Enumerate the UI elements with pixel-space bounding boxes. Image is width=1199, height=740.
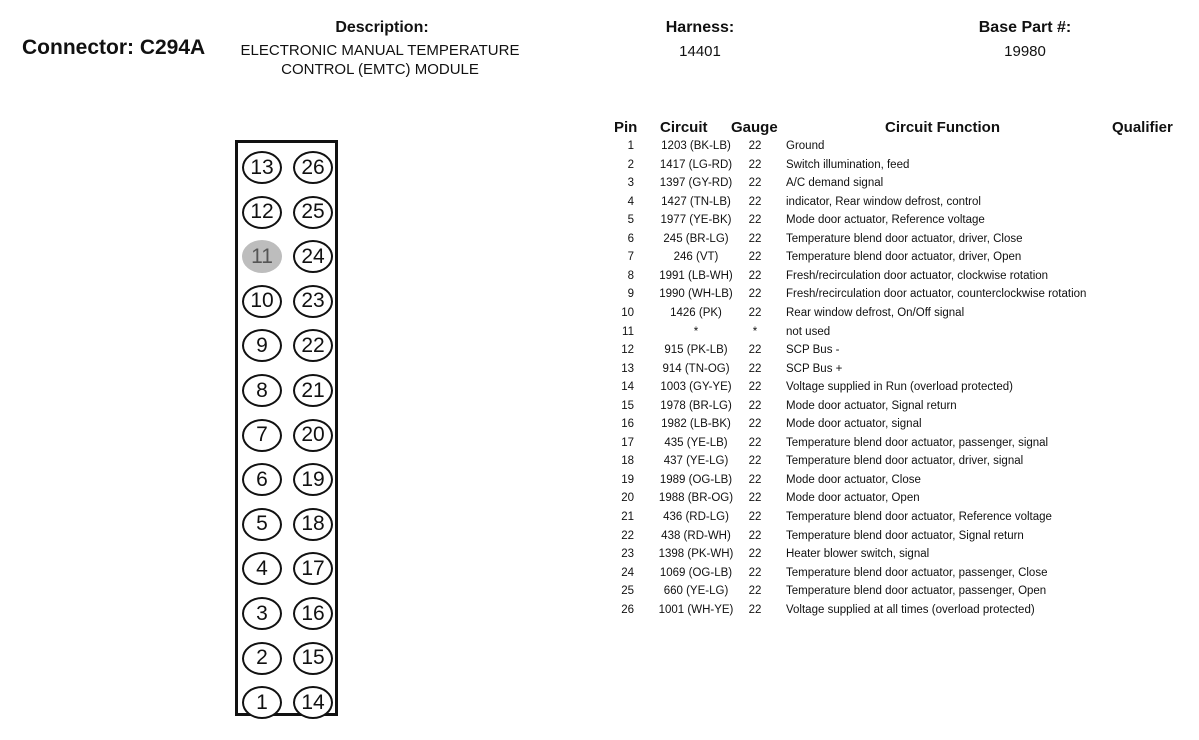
table-row bbox=[600, 567, 1190, 585]
connector-pin-17: 17 bbox=[293, 552, 333, 585]
gauge-cell: 22 bbox=[748, 529, 762, 542]
table-row bbox=[600, 400, 1190, 418]
pin-cell: 7 bbox=[627, 251, 634, 264]
connector-pin-12: 12 bbox=[242, 196, 282, 229]
gauge-cell: 22 bbox=[748, 566, 762, 579]
gauge-cell: 22 bbox=[748, 603, 762, 616]
gauge-cell: 22 bbox=[748, 511, 762, 523]
table-row bbox=[600, 196, 1190, 214]
pin-cell: 19 bbox=[621, 473, 634, 486]
pin-cell: 10 bbox=[621, 306, 634, 319]
function-cell: Mode door actuator, Reference voltage bbox=[786, 214, 985, 227]
circuit-cell: 1977 (YE-BK) bbox=[660, 214, 732, 227]
circuit-cell: 246 (VT) bbox=[673, 251, 719, 264]
gauge-cell: 22 bbox=[748, 344, 762, 357]
circuit-cell: 1069 (OG-LB) bbox=[659, 566, 733, 579]
circuit-cell: 1003 (GY-YE) bbox=[660, 381, 732, 394]
connector-pin-4: 4 bbox=[242, 552, 282, 585]
circuit-cell: 1398 (PK-WH) bbox=[658, 548, 734, 561]
table-row bbox=[600, 307, 1190, 325]
pin-cell: 25 bbox=[621, 585, 634, 598]
table-row bbox=[600, 214, 1190, 232]
gauge-cell: 22 bbox=[748, 140, 762, 152]
table-row bbox=[600, 455, 1190, 473]
gauge-cell: 22 bbox=[748, 585, 762, 598]
circuit-cell: 1427 (TN-LB) bbox=[661, 195, 731, 208]
connector-pin-1: 1 bbox=[242, 686, 282, 719]
function-cell: Mode door actuator, Signal return bbox=[786, 399, 957, 412]
function-cell: Ground bbox=[786, 140, 825, 152]
gauge-cell: 22 bbox=[748, 455, 762, 468]
gauge-cell: 22 bbox=[748, 436, 762, 449]
pin-cell: 8 bbox=[627, 269, 634, 282]
circuit-cell: 1203 (BK-LB) bbox=[661, 140, 731, 152]
gauge-cell: 22 bbox=[748, 288, 762, 301]
pin-cell: 26 bbox=[621, 603, 634, 616]
connector-pin-16: 16 bbox=[293, 597, 333, 630]
pin-cell: 18 bbox=[621, 455, 634, 468]
connector-title: Connector: C294A bbox=[22, 36, 206, 59]
description-line-2: CONTROL (EMTC) MODULE bbox=[281, 61, 479, 78]
circuit-cell: 245 (BR-LG) bbox=[663, 232, 729, 245]
table-row bbox=[600, 326, 1190, 344]
table-row bbox=[600, 418, 1190, 436]
function-cell: Rear window defrost, On/Off signal bbox=[786, 306, 965, 319]
function-cell: Temperature blend door actuator, passenger, Open bbox=[786, 585, 1047, 598]
table-row bbox=[600, 381, 1190, 399]
gauge-cell: 22 bbox=[748, 418, 762, 431]
circuit-cell: 437 (YE-LG) bbox=[663, 455, 729, 468]
function-cell: A/C demand signal bbox=[786, 177, 884, 190]
pin-cell: 3 bbox=[627, 177, 634, 190]
circuit-cell: 660 (YE-LG) bbox=[663, 585, 729, 598]
table-row bbox=[600, 159, 1190, 177]
connector-pin-2: 2 bbox=[242, 642, 282, 675]
gauge-cell: 22 bbox=[748, 399, 762, 412]
connector-pin-7: 7 bbox=[242, 419, 282, 452]
circuit-cell: 914 (TN-OG) bbox=[662, 362, 730, 375]
function-cell: SCP Bus - bbox=[786, 344, 840, 357]
connector-pin-6: 6 bbox=[242, 463, 282, 496]
function-cell: Temperature blend door actuator, passenger, signal bbox=[786, 436, 1049, 449]
function-cell: Fresh/recirculation door actuator, clockwise rotation bbox=[786, 269, 1049, 282]
circuit-cell: 1417 (LG-RD) bbox=[659, 158, 733, 171]
connector-pin-19: 19 bbox=[293, 463, 333, 496]
table-row bbox=[600, 363, 1190, 381]
gauge-cell: 22 bbox=[748, 306, 762, 319]
function-cell: Mode door actuator, signal bbox=[786, 418, 922, 431]
table-row bbox=[600, 344, 1190, 362]
base-part-value: 19980 bbox=[1004, 43, 1046, 60]
gauge-cell: 22 bbox=[748, 232, 762, 245]
table-row bbox=[600, 270, 1190, 288]
gauge-cell: 22 bbox=[748, 195, 762, 208]
gauge-cell: 22 bbox=[748, 177, 762, 190]
function-cell: Temperature blend door actuator, driver, Open bbox=[786, 251, 1022, 264]
pin-cell: 17 bbox=[621, 436, 634, 449]
pin-cell: 9 bbox=[627, 288, 634, 301]
pin-cell: 13 bbox=[621, 362, 634, 375]
circuit-cell: 1982 (LB-BK) bbox=[661, 418, 731, 431]
table-row bbox=[600, 474, 1190, 492]
table-row bbox=[600, 548, 1190, 566]
connector-pin-8: 8 bbox=[242, 374, 282, 407]
gauge-cell: * bbox=[752, 325, 758, 338]
gauge-cell: 22 bbox=[748, 548, 762, 561]
table-row bbox=[600, 233, 1190, 251]
function-cell: Switch illumination, feed bbox=[786, 158, 910, 171]
circuit-cell: 915 (PK-LB) bbox=[664, 344, 728, 357]
pin-cell: 4 bbox=[627, 195, 634, 208]
table-row bbox=[600, 492, 1190, 510]
function-cell: Temperature blend door actuator, Reference voltage bbox=[786, 511, 1052, 523]
function-cell: indicator, Rear window defrost, control bbox=[786, 195, 981, 208]
gauge-cell: 22 bbox=[748, 381, 762, 394]
connector-pin-22: 22 bbox=[293, 329, 333, 362]
connector-pin-24: 24 bbox=[293, 240, 333, 273]
circuit-cell: 438 (RD-WH) bbox=[661, 529, 731, 542]
circuit-cell: 1989 (OG-LB) bbox=[659, 473, 733, 486]
table-row bbox=[600, 251, 1190, 269]
circuit-cell: 1978 (BR-LG) bbox=[660, 399, 732, 412]
pin-cell: 24 bbox=[621, 566, 634, 579]
connector-pin-11: 11 bbox=[242, 240, 282, 273]
header-gauge: Gauge bbox=[731, 119, 778, 136]
pin-cell: 6 bbox=[627, 232, 634, 245]
circuit-cell: 435 (YE-LB) bbox=[664, 436, 728, 449]
gauge-cell: 22 bbox=[748, 269, 762, 282]
pin-cell: 20 bbox=[621, 492, 634, 505]
function-cell: SCP Bus + bbox=[786, 362, 843, 375]
pin-cell: 14 bbox=[621, 381, 634, 394]
connector-pin-18: 18 bbox=[293, 508, 333, 541]
table-row bbox=[600, 511, 1190, 529]
function-cell: not used bbox=[786, 325, 831, 338]
circuit-cell: 1001 (WH-YE) bbox=[658, 603, 734, 616]
function-cell: Voltage supplied in Run (overload protected) bbox=[786, 381, 1013, 394]
circuit-cell: 1988 (BR-OG) bbox=[658, 492, 734, 505]
gauge-cell: 22 bbox=[748, 214, 762, 227]
function-cell: Mode door actuator, Close bbox=[786, 473, 921, 486]
base-part-label: Base Part #: bbox=[978, 19, 1072, 36]
function-cell: Temperature blend door actuator, Signal return bbox=[786, 529, 1024, 542]
pin-cell: 16 bbox=[621, 418, 634, 431]
gauge-cell: 22 bbox=[748, 473, 762, 486]
connector-pin-10: 10 bbox=[242, 285, 282, 318]
connector-pin-3: 3 bbox=[242, 597, 282, 630]
table-row bbox=[600, 604, 1190, 622]
pin-cell: 22 bbox=[621, 529, 634, 542]
header-pin: Pin bbox=[614, 119, 638, 136]
header-circuit-function: Circuit Function bbox=[885, 119, 1000, 136]
circuit-cell: 1991 (LB-WH) bbox=[659, 269, 733, 282]
connector-pin-21: 21 bbox=[293, 374, 333, 407]
pin-cell: 2 bbox=[627, 158, 634, 171]
pin-cell: 1 bbox=[627, 140, 634, 152]
connector-pin-15: 15 bbox=[293, 642, 333, 675]
connector-pin-20: 20 bbox=[293, 419, 333, 452]
function-cell: Mode door actuator, Open bbox=[786, 492, 920, 505]
circuit-cell: 1426 (PK) bbox=[670, 306, 722, 319]
function-cell: Heater blower switch, signal bbox=[786, 548, 930, 561]
gauge-cell: 22 bbox=[748, 362, 762, 375]
circuit-cell: 1990 (WH-LB) bbox=[659, 288, 733, 301]
harness-value: 14401 bbox=[679, 43, 721, 60]
gauge-cell: 22 bbox=[748, 158, 762, 171]
table-row bbox=[600, 585, 1190, 603]
function-cell: Temperature blend door actuator, driver, Close bbox=[786, 232, 1023, 245]
connector-pin-14: 14 bbox=[293, 686, 333, 719]
pin-cell: 5 bbox=[627, 214, 634, 227]
connector-face-diagram bbox=[235, 140, 338, 716]
table-row bbox=[600, 140, 1190, 158]
table-row bbox=[600, 437, 1190, 455]
function-cell: Fresh/recirculation door actuator, counterclockwise rotation bbox=[786, 288, 1087, 301]
circuit-cell: 436 (RD-LG) bbox=[663, 511, 729, 523]
circuit-cell: * bbox=[693, 325, 699, 338]
connector-pin-26: 26 bbox=[293, 151, 333, 184]
description-line-1: ELECTRONIC MANUAL TEMPERATURE bbox=[240, 42, 520, 59]
pin-cell: 23 bbox=[621, 548, 634, 561]
function-cell: Temperature blend door actuator, driver, signal bbox=[786, 455, 1024, 468]
function-cell: Voltage supplied at all times (overload protected) bbox=[786, 603, 1035, 616]
pin-cell: 11 bbox=[622, 325, 634, 338]
header-qualifier: Qualifier bbox=[1112, 119, 1173, 136]
circuit-cell: 1397 (GY-RD) bbox=[659, 177, 733, 190]
harness-label: Harness: bbox=[665, 19, 735, 36]
table-row bbox=[600, 288, 1190, 306]
function-cell: Temperature blend door actuator, passenger, Close bbox=[786, 566, 1048, 579]
connector-pin-5: 5 bbox=[242, 508, 282, 541]
gauge-cell: 22 bbox=[748, 251, 762, 264]
table-row bbox=[600, 530, 1190, 548]
description-value bbox=[222, 41, 538, 79]
connector-pin-25: 25 bbox=[293, 196, 333, 229]
pin-cell: 15 bbox=[621, 399, 634, 412]
pin-cell: 21 bbox=[621, 511, 634, 523]
header-circuit: Circuit bbox=[660, 119, 708, 136]
description-label: Description: bbox=[335, 19, 429, 36]
connector-pin-23: 23 bbox=[293, 285, 333, 318]
gauge-cell: 22 bbox=[748, 492, 762, 505]
connector-pin-9: 9 bbox=[242, 329, 282, 362]
table-row bbox=[600, 177, 1190, 195]
pin-cell: 12 bbox=[621, 344, 634, 357]
connector-pin-13: 13 bbox=[242, 151, 282, 184]
